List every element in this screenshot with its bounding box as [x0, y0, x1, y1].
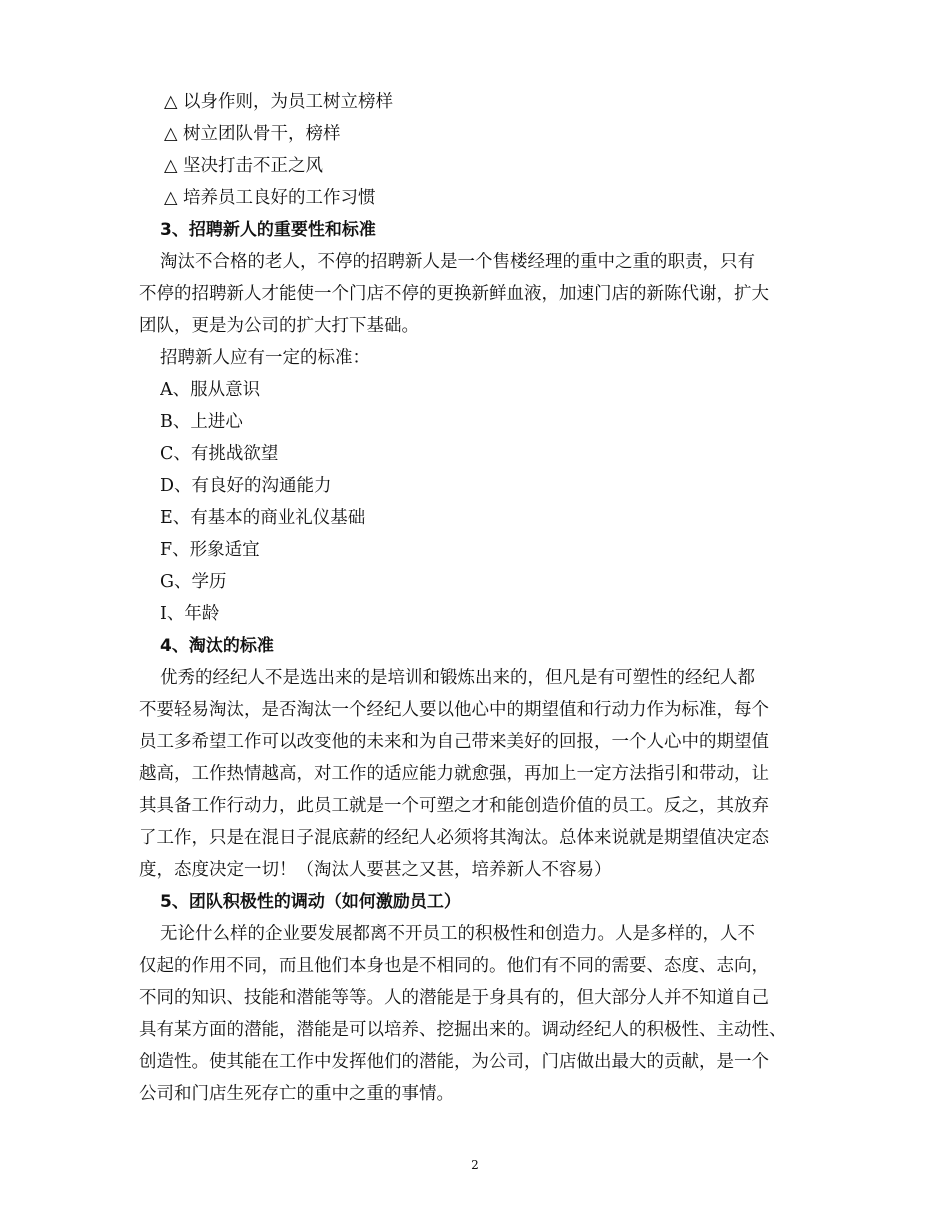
page-number: 2	[471, 1158, 479, 1172]
paragraph-line: 不同的知识、技能和潜能等等。人的潜能是于身具有的，但大部分人并不知道自己	[139, 988, 769, 1008]
paragraph-line: 仅起的作用不同，而且他们本身也是不相同的。他们有不同的需要、态度、志向，	[139, 956, 769, 976]
paragraph-line: 不停的招聘新人才能使一个门店不停的更换新鲜血液，加速门店的新陈代谢，扩大	[139, 284, 769, 304]
paragraph-line: 员工多希望工作可以改变他的未来和为自己带来美好的回报，一个人心中的期望值	[139, 732, 769, 752]
paragraph-line: 无论什么样的企业要发展都离不开员工的积极性和创造力。人是多样的，人不	[160, 924, 755, 944]
paragraph-line: 度，态度决定一切！（淘汰人要甚之又甚，培养新人不容易）	[139, 860, 612, 880]
standard-item: I、年龄	[160, 604, 220, 624]
paragraph-line: 越高，工作热情越高，对工作的适应能力就愈强，再加上一定方法指引和带动，让	[139, 764, 769, 784]
paragraph-line: 创造性。使其能在工作中发挥他们的潜能，为公司，门店做出最大的贡献，是一个	[139, 1052, 769, 1072]
standards-intro: 招聘新人应有一定的标准：	[160, 348, 370, 368]
bullet-item: △ 树立团队骨干，榜样	[164, 124, 341, 144]
standard-item: B、上进心	[160, 412, 243, 432]
paragraph	[139, 918, 799, 1110]
paragraph-line: 了工作，只是在混日子混底薪的经纪人必须将其淘汰。总体来说就是期望值决定态	[139, 828, 769, 848]
paragraph-line: 其具备工作行动力，此员工就是一个可塑之才和能创造价值的员工。反之，其放弃	[139, 796, 769, 816]
bullet-item: △ 培养员工良好的工作习惯	[164, 188, 376, 208]
standard-item: C、有挑战欲望	[160, 444, 279, 464]
standard-item: E、有基本的商业礼仪基础	[160, 508, 366, 528]
page-content	[139, 86, 800, 1110]
standard-item: F、形象适宜	[160, 540, 260, 560]
paragraph-line: 具有某方面的潜能，潜能是可以培养、挖掘出来的。调动经纪人的积极性、主动性、	[139, 1020, 787, 1040]
paragraph-line: 淘汰不合格的老人，不停的招聘新人是一个售楼经理的重中之重的职责，只有	[160, 252, 755, 272]
standard-item: A、服从意识	[160, 380, 261, 400]
paragraph-line: 公司和门店生死存亡的重中之重的事情。	[139, 1084, 454, 1104]
paragraph-line: 不要轻易淘汰，是否淘汰一个经纪人要以他心中的期望值和行动力作为标准，每个	[139, 700, 769, 720]
section-heading: 5、团队积极性的调动（如何激励员工）	[160, 892, 461, 912]
standard-item: D、有良好的沟通能力	[160, 476, 332, 496]
section-heading: 3、招聘新人的重要性和标准	[160, 220, 376, 240]
paragraph	[139, 246, 799, 342]
bullet-item: △ 以身作则，为员工树立榜样	[164, 92, 394, 112]
bullet-item: △ 坚决打击不正之风	[164, 156, 324, 176]
standard-item: G、学历	[160, 572, 227, 592]
section-heading: 4、淘汰的标准	[160, 636, 274, 656]
paragraph-line: 团队，更是为公司的扩大打下基础。	[139, 316, 419, 336]
paragraph-line: 优秀的经纪人不是选出来的是培训和锻炼出来的，但凡是有可塑性的经纪人都	[160, 668, 755, 688]
paragraph	[139, 662, 799, 886]
